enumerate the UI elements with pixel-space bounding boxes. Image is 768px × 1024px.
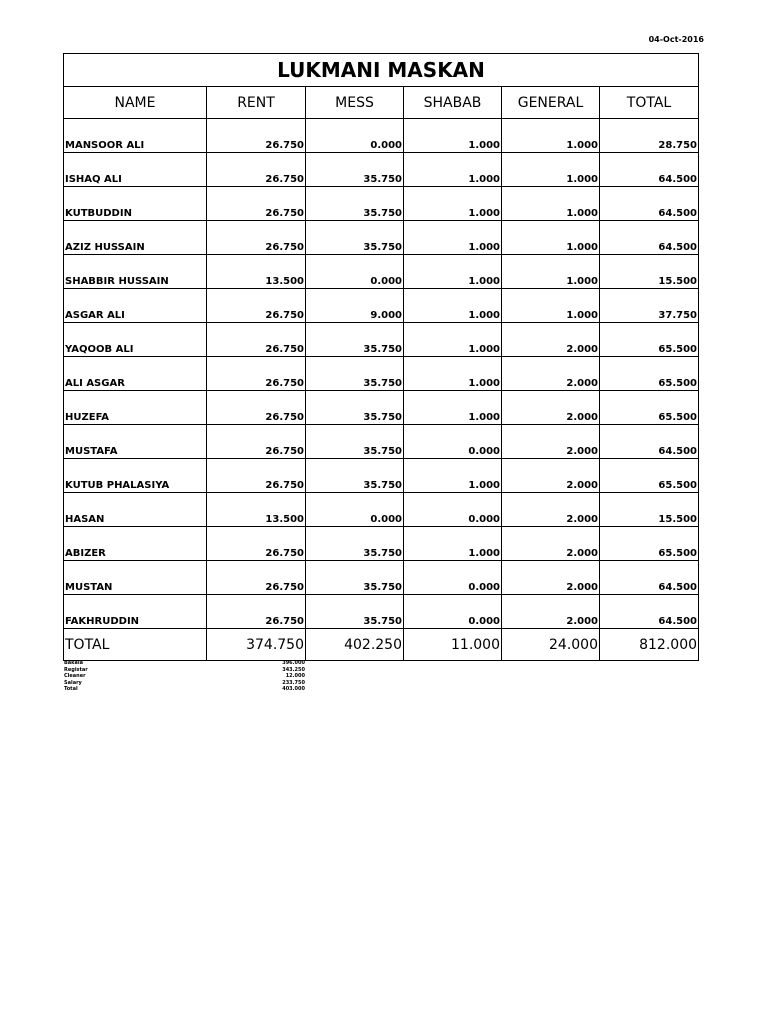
total-shabab: 11.000 bbox=[404, 629, 502, 661]
header-row bbox=[64, 87, 699, 119]
table-row bbox=[64, 595, 699, 629]
cell-total: 65.500 bbox=[600, 459, 699, 493]
total-label: TOTAL bbox=[64, 629, 207, 661]
table-row bbox=[64, 459, 699, 493]
cell-shabab: 1.000 bbox=[404, 221, 502, 255]
cell-mess: 35.750 bbox=[306, 561, 404, 595]
cell-shabab: 0.000 bbox=[404, 561, 502, 595]
cell-rent: 13.500 bbox=[207, 255, 306, 289]
cell-rent: 26.750 bbox=[207, 119, 306, 153]
cell-name: SHABBIR HUSSAIN bbox=[64, 255, 207, 289]
cell-rent: 26.750 bbox=[207, 527, 306, 561]
summary-value: 396.000 bbox=[282, 660, 305, 666]
header-shabab: SHABAB bbox=[404, 87, 502, 119]
cell-general: 2.000 bbox=[502, 595, 600, 629]
table-row bbox=[64, 323, 699, 357]
cell-shabab: 1.000 bbox=[404, 289, 502, 323]
expense-sheet bbox=[63, 53, 699, 661]
cell-general: 1.000 bbox=[502, 255, 600, 289]
cell-name: HASAN bbox=[64, 493, 207, 527]
title-row bbox=[64, 54, 699, 87]
cell-total: 64.500 bbox=[600, 187, 699, 221]
header-name: NAME bbox=[64, 87, 207, 119]
cell-mess: 35.750 bbox=[306, 221, 404, 255]
header-mess: MESS bbox=[306, 87, 404, 119]
cell-total: 65.500 bbox=[600, 527, 699, 561]
summary-value: 233.750 bbox=[282, 679, 305, 686]
cell-mess: 35.750 bbox=[306, 323, 404, 357]
cell-total: 65.500 bbox=[600, 323, 699, 357]
cell-name: KUTBUDDIN bbox=[64, 187, 207, 221]
summary-block bbox=[64, 660, 305, 693]
cell-name: YAQOOB ALI bbox=[64, 323, 207, 357]
cell-name: ISHAQ ALI bbox=[64, 153, 207, 187]
total-rent: 374.750 bbox=[207, 629, 306, 661]
cell-rent: 26.750 bbox=[207, 221, 306, 255]
table-row bbox=[64, 221, 699, 255]
cell-shabab: 0.000 bbox=[404, 425, 502, 459]
summary-row bbox=[64, 686, 305, 693]
cell-mess: 35.750 bbox=[306, 391, 404, 425]
cell-name: HUZEFA bbox=[64, 391, 207, 425]
cell-name: MUSTAFA bbox=[64, 425, 207, 459]
cell-rent: 26.750 bbox=[207, 153, 306, 187]
cell-general: 2.000 bbox=[502, 323, 600, 357]
cell-general: 2.000 bbox=[502, 391, 600, 425]
cell-general: 2.000 bbox=[502, 357, 600, 391]
summary-label: Total bbox=[64, 686, 78, 692]
cell-general: 1.000 bbox=[502, 119, 600, 153]
cell-mess: 35.750 bbox=[306, 459, 404, 493]
cell-rent: 26.750 bbox=[207, 391, 306, 425]
cell-name: MUSTAN bbox=[64, 561, 207, 595]
cell-mess: 35.750 bbox=[306, 357, 404, 391]
cell-mess: 35.750 bbox=[306, 527, 404, 561]
cell-rent: 26.750 bbox=[207, 459, 306, 493]
table-row bbox=[64, 255, 699, 289]
cell-total: 37.750 bbox=[600, 289, 699, 323]
sheet-title: LUKMANI MASKAN bbox=[64, 54, 699, 87]
cell-rent: 26.750 bbox=[207, 425, 306, 459]
table-row bbox=[64, 153, 699, 187]
cell-total: 15.500 bbox=[600, 493, 699, 527]
table-row bbox=[64, 391, 699, 425]
cell-shabab: 1.000 bbox=[404, 391, 502, 425]
header-general: GENERAL bbox=[502, 87, 600, 119]
cell-general: 1.000 bbox=[502, 221, 600, 255]
table-row bbox=[64, 527, 699, 561]
cell-mess: 0.000 bbox=[306, 493, 404, 527]
cell-name: ABIZER bbox=[64, 527, 207, 561]
table-row bbox=[64, 187, 699, 221]
cell-shabab: 1.000 bbox=[404, 323, 502, 357]
totals-row bbox=[64, 629, 699, 661]
cell-name: KUTUB PHALASIYA bbox=[64, 459, 207, 493]
table-row bbox=[64, 357, 699, 391]
cell-name: ALI ASGAR bbox=[64, 357, 207, 391]
cell-general: 1.000 bbox=[502, 289, 600, 323]
cell-mess: 0.000 bbox=[306, 255, 404, 289]
cell-rent: 26.750 bbox=[207, 323, 306, 357]
cell-total: 15.500 bbox=[600, 255, 699, 289]
summary-label: Bakala bbox=[64, 660, 83, 666]
table-row bbox=[64, 119, 699, 153]
cell-general: 2.000 bbox=[502, 493, 600, 527]
cell-shabab: 1.000 bbox=[404, 187, 502, 221]
cell-mess: 35.750 bbox=[306, 187, 404, 221]
cell-rent: 26.750 bbox=[207, 289, 306, 323]
cell-mess: 9.000 bbox=[306, 289, 404, 323]
cell-total: 64.500 bbox=[600, 425, 699, 459]
cell-shabab: 0.000 bbox=[404, 493, 502, 527]
cell-shabab: 1.000 bbox=[404, 255, 502, 289]
summary-label: Registar bbox=[64, 666, 88, 673]
cell-rent: 26.750 bbox=[207, 561, 306, 595]
cell-shabab: 1.000 bbox=[404, 153, 502, 187]
cell-mess: 0.000 bbox=[306, 119, 404, 153]
cell-name: ASGAR ALI bbox=[64, 289, 207, 323]
cell-total: 64.500 bbox=[600, 561, 699, 595]
cell-mess: 35.750 bbox=[306, 425, 404, 459]
total-total: 812.000 bbox=[600, 629, 699, 661]
cell-total: 65.500 bbox=[600, 391, 699, 425]
cell-total: 28.750 bbox=[600, 119, 699, 153]
summary-value: 343.250 bbox=[282, 666, 305, 673]
total-mess: 402.250 bbox=[306, 629, 404, 661]
table-row bbox=[64, 561, 699, 595]
cell-total: 64.500 bbox=[600, 595, 699, 629]
cell-total: 65.500 bbox=[600, 357, 699, 391]
report-date: 04-Oct-2016 bbox=[648, 35, 704, 44]
table-row bbox=[64, 493, 699, 527]
cell-name: AZIZ HUSSAIN bbox=[64, 221, 207, 255]
cell-shabab: 1.000 bbox=[404, 527, 502, 561]
cell-shabab: 0.000 bbox=[404, 595, 502, 629]
cell-rent: 26.750 bbox=[207, 187, 306, 221]
cell-mess: 35.750 bbox=[306, 595, 404, 629]
cell-name: MANSOOR ALI bbox=[64, 119, 207, 153]
cell-general: 2.000 bbox=[502, 561, 600, 595]
cell-shabab: 1.000 bbox=[404, 459, 502, 493]
summary-label: Salary bbox=[64, 679, 82, 686]
total-general: 24.000 bbox=[502, 629, 600, 661]
cell-general: 1.000 bbox=[502, 187, 600, 221]
cell-mess: 35.750 bbox=[306, 153, 404, 187]
table-row bbox=[64, 289, 699, 323]
header-rent: RENT bbox=[207, 87, 306, 119]
cell-rent: 13.500 bbox=[207, 493, 306, 527]
cell-total: 64.500 bbox=[600, 153, 699, 187]
summary-value: 403.000 bbox=[282, 686, 305, 692]
cell-general: 1.000 bbox=[502, 153, 600, 187]
cell-shabab: 1.000 bbox=[404, 119, 502, 153]
cell-general: 2.000 bbox=[502, 425, 600, 459]
cell-rent: 26.750 bbox=[207, 357, 306, 391]
cell-general: 2.000 bbox=[502, 459, 600, 493]
cell-general: 2.000 bbox=[502, 527, 600, 561]
cell-shabab: 1.000 bbox=[404, 357, 502, 391]
table-row bbox=[64, 425, 699, 459]
cell-name: FAKHRUDDIN bbox=[64, 595, 207, 629]
header-total: TOTAL bbox=[600, 87, 699, 119]
cell-total: 64.500 bbox=[600, 221, 699, 255]
summary-value: 12.000 bbox=[285, 673, 305, 679]
summary-label: Cleaner bbox=[64, 673, 86, 679]
cell-rent: 26.750 bbox=[207, 595, 306, 629]
